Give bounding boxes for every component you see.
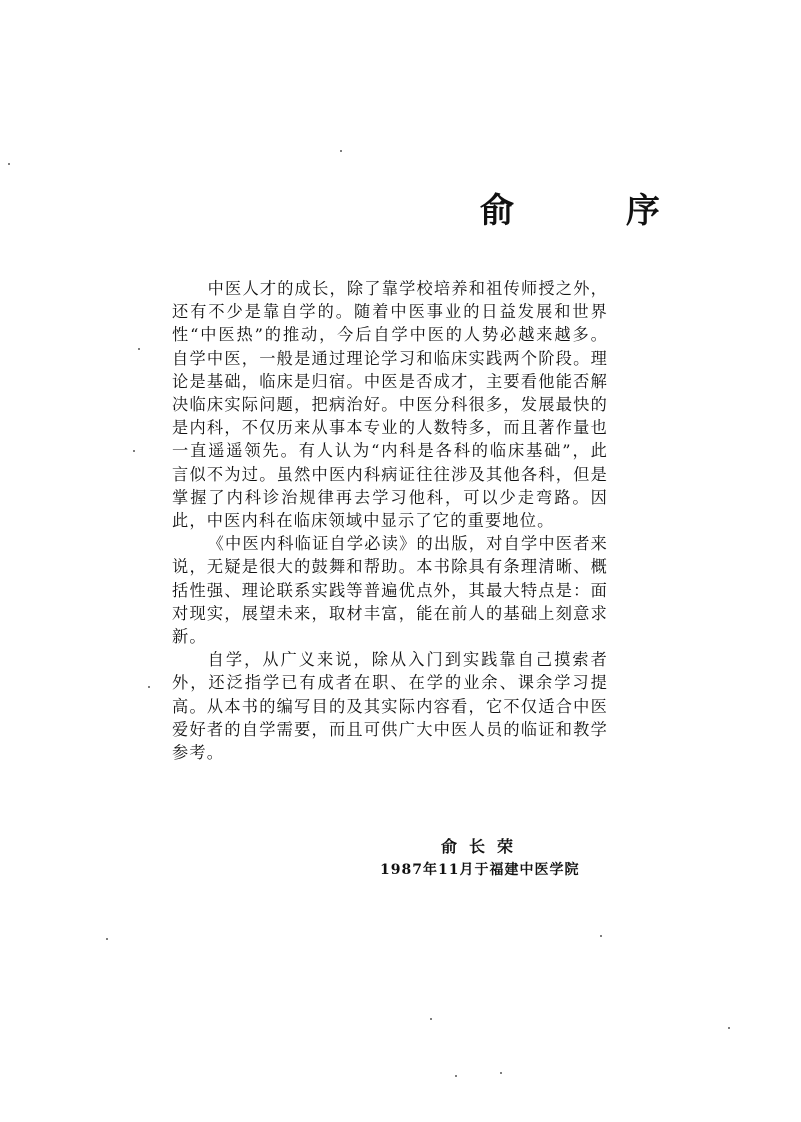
paragraph-2: 《中医内科临证自学必读》的出版，对自学中医者来说，无疑是很大的鼓舞和帮助。本书除具有条理清晰、概括性强、理论联系实践等普遍优点外，其最大特点是：面对现实，展望未来，取材丰富，能在前人的基础上刻意求新。	[172, 534, 608, 647]
scan-speck	[728, 1027, 730, 1029]
paragraph-1: 中医人才的成长，除了靠学校培养和祖传师授之外，还有不少是靠自学的。随着中医事业的日益发展和世界性“中医热”的推动，今后自学中医的人势必越来越多。自学中医，一般是通过理论学习和临床实践两个阶段。理论是基础，临床是归宿。中医是否成才，主要看他能否解决临床实际问题，把病治好。中医分科很多，发展最快的是内科，不仅历来从事本专业的人数特多，而且著作量也一直遥遥领先。有人认为“内科是各科的临床基础”，此言似不为过。虽然中医内科病证往往涉及其他各科，但是掌握了内科诊治规律再去学习他科，可以少走弯路。因此，中医内科在临床领域中显示了它的重要地位。	[172, 279, 608, 531]
preface-body	[172, 277, 608, 764]
scan-speck	[430, 1018, 432, 1020]
scan-speck	[133, 450, 135, 452]
page-title: 俞 序	[480, 191, 710, 231]
scan-speck	[8, 163, 10, 165]
scan-speck	[340, 150, 342, 152]
signature-date-place: 1987年11月于福建中医学院	[380, 862, 580, 878]
scan-speck	[600, 935, 602, 937]
scan-speck	[106, 938, 108, 940]
paragraph-3: 自学，从广义来说，除从入门到实践靠自己摸索者外，还泛指学已有成者在职、在学的业余、课余学习提高。从本书的编写目的及其实际内容看，它不仅适合中医爱好者的自学需要，而且可供广大中医人员的临证和教学参考。	[172, 650, 608, 763]
scan-speck	[500, 1072, 502, 1074]
scan-speck	[138, 348, 140, 350]
scan-speck	[455, 1075, 457, 1077]
signature-name: 俞长荣	[441, 837, 526, 856]
scan-speck	[148, 686, 150, 688]
